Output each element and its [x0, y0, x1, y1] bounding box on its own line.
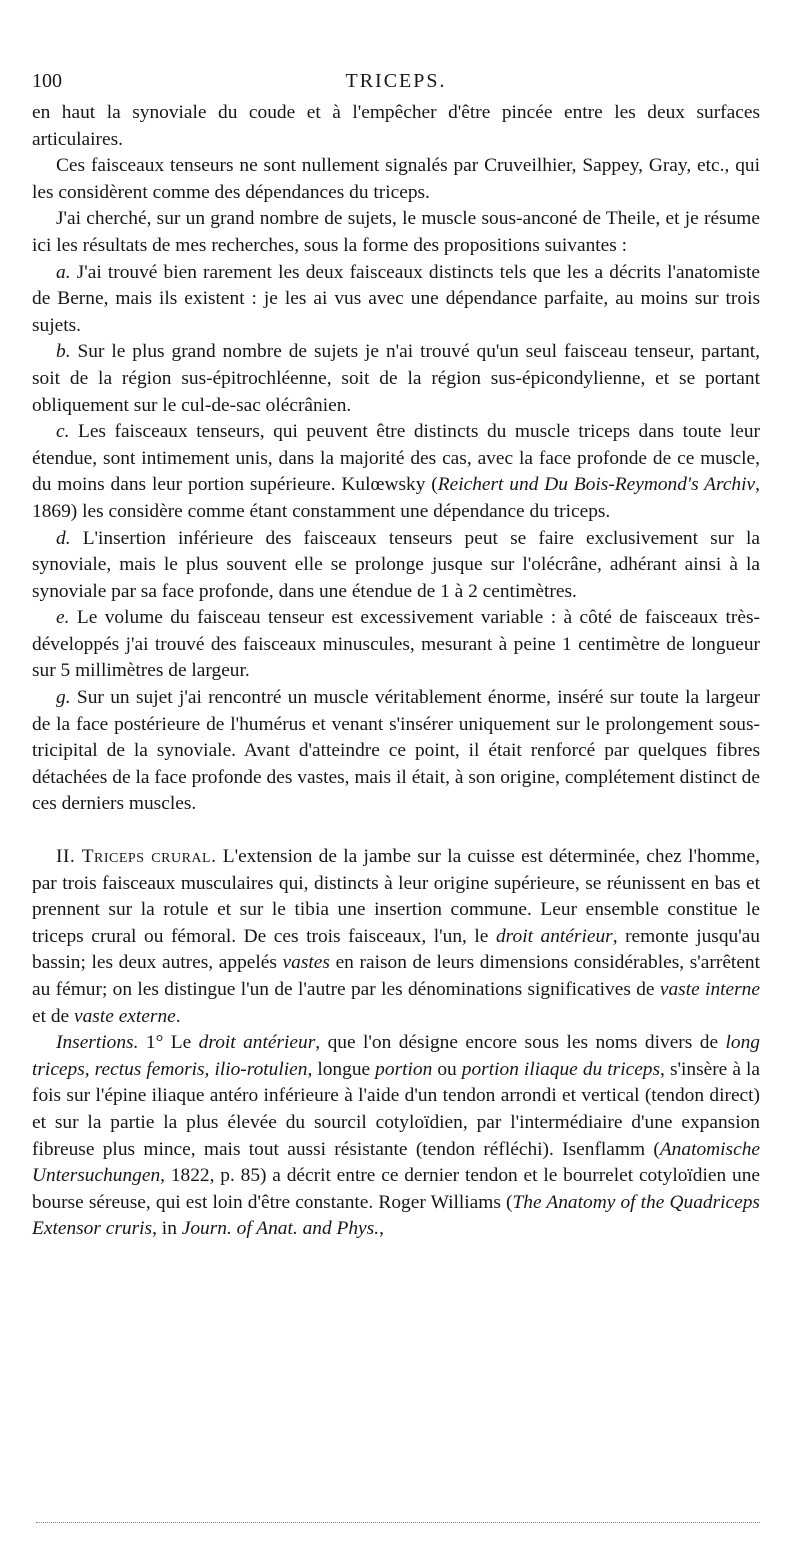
- paragraph-insertions: Insertions. 1° Le droit antérieur, que l'on désigne encore sous les noms divers de long triceps, rectus femoris, ilio-rotulien, longue portion ou portion iliaque du triceps, s'insère à la fois sur l'épine iliaque antéro inférieure à l'aide d'un tendon arrondi et vertical (tendon direct) et sur la partie la plus élevée du sourcil cotyloïdien, par l'intermédiaire d'une expansion fibreuse plus mince, mais tout aussi résistante (tendon réfléchi). Isenflamm (Anatomische Untersuchungen, 1822, p. 85) a décrit entre ce dernier tendon et le bourrelet cotyloïdien une bourse séreuse, qui est loin d'être constante. Roger Williams (The Anatomy of the Quadriceps Extensor cruris, in Journ. of Anat. and Phys.,: [32, 1032, 760, 1240]
- citation-title: Reichert und Du Bois-Reymond's Archiv: [437, 474, 756, 496]
- footer-dotted-rule: [36, 1522, 760, 1523]
- body-text: [32, 100, 760, 1243]
- running-title: TRICEPS.: [345, 70, 447, 92]
- item-letter: b.: [56, 341, 71, 363]
- item-letter: g.: [56, 687, 71, 709]
- item-letter: e.: [56, 607, 70, 629]
- section-triceps-crural: II. Triceps crural. L'extension de la jambe sur la cuisse est déterminée, chez l'homme, par trois faisceaux musculaires qui, distincts à leur origine supérieure, se réunissent en bas et prennent sur la rotule et sur le tibia une insertion commune. Leur ensemble constitue le triceps crural ou fémoral. De ces trois faisceaux, l'un, le droit antérieur, remonte jusqu'au bassin; les deux autres, appelés vastes en raison de leurs dimensions considérables, s'arrêtent au fémur; on les distingue l'un de l'autre par les dénominations significatives de vaste interne et de vaste externe.: [32, 846, 761, 1027]
- proposition-a: a. J'ai trouvé bien rarement les deux faisceaux distincts tels que les a décrits l'anatomiste de Berne, mais ils existent : je les ai vus avec une dépendance parfaite, au moins sur trois sujets.: [32, 261, 760, 336]
- subheading-insertions: Insertions.: [56, 1032, 139, 1054]
- proposition-e: e. Le volume du faisceau tenseur est excessivement variable : à côté de faisceaux très-développés j'ai trouvé des faisceaux minuscules, mesurant à peine 1 centimètre de longueur sur 5 millimètres de largeur.: [32, 607, 760, 682]
- proposition-c: c. Les faisceaux tenseurs, qui peuvent être distincts du muscle triceps dans toute leur étendue, sont intimement unis, dans la majorité des cas, avec la face profonde de ce muscle, du moins dans leur portion supérieure. Kulœwsky (Reichert und Du Bois-Reymond's Archiv, 1869) les considère comme étant constamment une dépendance du triceps.: [32, 421, 760, 522]
- paragraph-continuation: en haut la synoviale du coude et à l'empêcher d'être pincée entre les deux surfaces articulaires.: [32, 102, 760, 150]
- paragraph-cruveilhier: Ces faisceaux tenseurs ne sont nullement signalés par Cruveilhier, Sappey, Gray, etc., qui les considèrent comme des dépendances du triceps.: [32, 155, 760, 203]
- item-letter: a.: [56, 261, 71, 283]
- item-letter: d.: [56, 527, 71, 549]
- book-page: [32, 70, 760, 1243]
- page-header: [32, 70, 760, 100]
- item-letter: c.: [56, 421, 70, 443]
- section-heading: II. Triceps crural.: [56, 846, 217, 868]
- proposition-g: g. Sur un sujet j'ai rencontré un muscle véritablement énorme, inséré sur toute la largeur de la face postérieure de l'humérus et venant s'insérer uniquement sur le prolongement sous-tricipital de la synoviale. Avant d'atteindre ce point, il était renforcé par quelques fibres détachées de la face profonde des vastes, mais il était, à son origine, complétement distinct de ces derniers muscles.: [32, 687, 760, 815]
- proposition-d: d. L'insertion inférieure des faisceaux tenseurs peut se faire exclusivement sur la synoviale, mais le plus souvent elle se prolonge jusque sur l'olécrâne, adhérant ainsi à la synoviale par sa face profonde, dans une étendue de 1 à 2 centimètres.: [32, 527, 760, 602]
- paragraph-research-intro: J'ai cherché, sur un grand nombre de sujets, le muscle sous-anconé de Theile, et je résume ici les résultats de mes recherches, sous la forme des propositions suivantes :: [32, 208, 760, 256]
- proposition-b: b. Sur le plus grand nombre de sujets je n'ai trouvé qu'un seul faisceau tenseur, partant, soit de la région sus-épitrochléenne, soit de la région sus-épicondylienne, et se portant obliquement sur le cul-de-sac olécrânien.: [32, 341, 760, 416]
- page-number: 100: [32, 70, 62, 92]
